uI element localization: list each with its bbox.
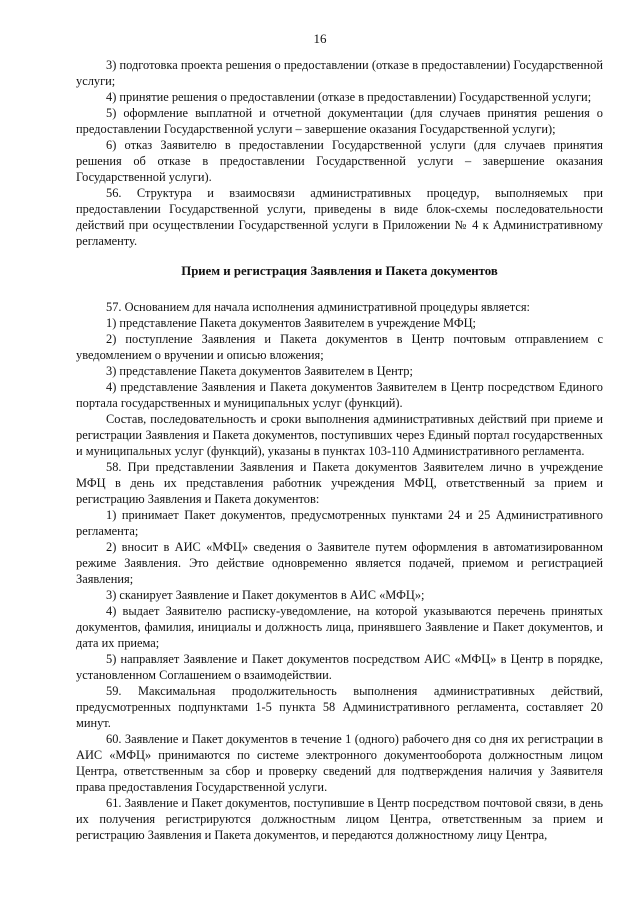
paragraph: 4) принятие решения о предоставлении (отказе в предоставлении) Государственной услуги; [106, 90, 592, 104]
paragraph: 5) оформление выплатной и отчетной документации (для случаев принятия решения о предоставлении Государственной услуги – завершение оказания Государственной услуги); [76, 106, 603, 136]
page-body [76, 57, 603, 843]
paragraph: 3) сканирует Заявление и Пакет документов в АИС «МФЦ»; [106, 588, 425, 602]
paragraph: 1) принимает Пакет документов, предусмотренных пунктами 24 и 25 Административного регламента; [76, 508, 603, 538]
section-heading: Прием и регистрация Заявления и Пакета документов [181, 264, 498, 278]
paragraph: 6) отказ Заявителю в предоставлении Государственной услуги (для случаев принятия решения об отказе в предоставлении Государственной услуги – завершение оказания Государственной услуги). [76, 138, 603, 184]
paragraph: 61. Заявление и Пакет документов, поступившие в Центр посредством почтовой связи, в день их получения регистрируются должностным лицом Центра, ответственным за прием и регистрацию Заявления и Пакета документов, и передаются должностному лицу Центра, [76, 796, 603, 842]
paragraph: 60. Заявление и Пакет документов в течение 1 (одного) рабочего дня со дня их регистрации в АИС «МФЦ» принимаются по системе электронного документооборота должностным лицом Центра, ответственным за сбор и проверку сведений для подтверждения наличия у Заявителя права предоставления Государственной услуги. [76, 732, 603, 794]
page-number: 16 [313, 31, 327, 46]
paragraph: 59. Максимальная продолжительность выполнения административных действий, предусмотренных подпунктами 1-5 пункта 58 Административного регламента, составляет 20 минут. [76, 684, 603, 730]
paragraph: 1) представление Пакета документов Заявителем в учреждение МФЦ; [106, 316, 476, 330]
paragraph: 56. Структура и взаимосвязи административных процедур, выполняемых при предоставлении Государственной услуги, приведены в виде блок-схемы последовательности действий при осуществлении Государственной услуги в Приложении № 4 к Административному регламенту. [76, 186, 603, 248]
paragraph: 58. При представлении Заявления и Пакета документов Заявителем лично в учреждение МФЦ в день их представления работник учреждения МФЦ, ответственный за прием и регистрацию Заявления и Пакета документов: [76, 460, 603, 506]
paragraph: 4) выдает Заявителю расписку-уведомление, на которой указываются перечень принятых документов, фамилия, инициалы и должность лица, принявшего Заявление и Пакет документов, и дата их приема; [76, 604, 603, 650]
section-after-heading [76, 299, 603, 843]
section-before-heading [76, 57, 603, 249]
paragraph: 3) представление Пакета документов Заявителем в Центр; [106, 364, 413, 378]
paragraph: Состав, последовательность и сроки выполнения административных действий при приеме и регистрации Заявления и Пакета документов, поступивших через Единый портал государственных и муниципальных услуг (функций), указаны в пунктах 103-110 Административного регламента. [76, 412, 603, 458]
paragraph: 2) поступление Заявления и Пакета документов в Центр почтовым отправлением с уведомлением о вручении и описью вложения; [76, 332, 603, 362]
paragraph: 5) направляет Заявление и Пакет документов посредством АИС «МФЦ» в Центр в порядке, установленном Соглашением о взаимодействии. [76, 652, 603, 682]
paragraph: 57. Основанием для начала исполнения административной процедуры является: [106, 300, 530, 314]
paragraph: 3) подготовка проекта решения о предоставлении (отказе в предоставлении) Государственной услуги; [76, 58, 603, 88]
paragraph: 4) представление Заявления и Пакета документов Заявителем в Центр посредством Единого портала государственных и муниципальных услуг (функций). [76, 380, 603, 410]
paragraph: 2) вносит в АИС «МФЦ» сведения о Заявителе путем оформления в автоматизированном режиме Заявления. Это действие одновременно является подачей, приемом и регистрацией Заявления; [76, 540, 603, 586]
